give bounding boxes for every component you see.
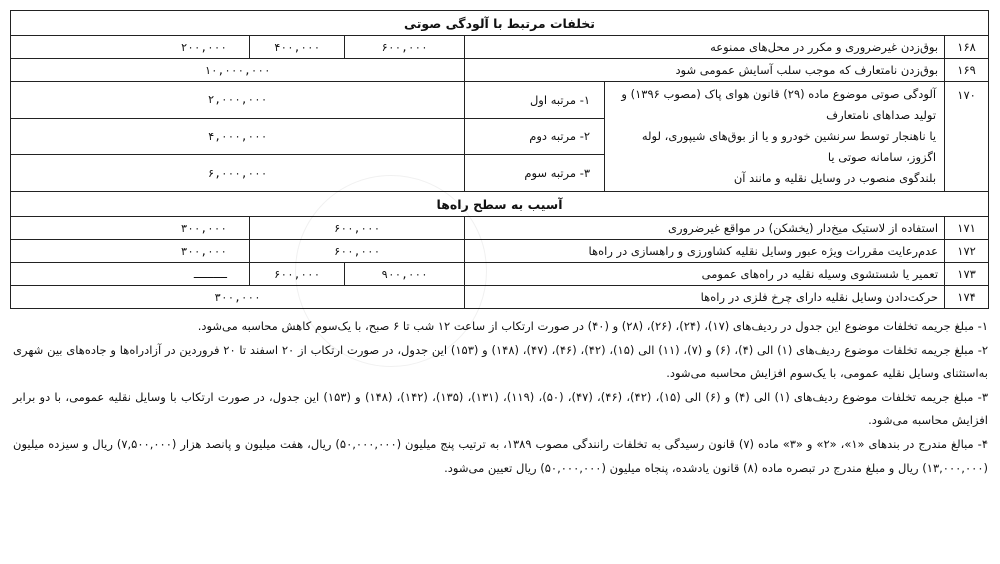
description-line: بلندگوی منصوب در وسایل نقلیه و مانند آن bbox=[733, 171, 937, 185]
description-line: آلودگی صوتی موضوع ماده (۲۹) قانون هوای پاک (مصوب ۱۳۹۶) و تولید صداهای نامتعارف bbox=[621, 87, 937, 122]
section-title: تخلفات مرتبط با آلودگی صوتی bbox=[11, 11, 989, 36]
fine-amount: ـــــ bbox=[11, 263, 250, 286]
notes-section bbox=[13, 315, 988, 480]
row-description: بوق‌زدن غیرضروری و مکرر در محل‌های ممنوعه bbox=[465, 36, 945, 59]
table-row bbox=[11, 286, 989, 309]
row-number: ۱۷۴ bbox=[945, 286, 989, 309]
offense-level: ۱- مرتبه اول bbox=[465, 82, 605, 119]
table-row bbox=[11, 36, 989, 59]
fine-amount: ۴,۰۰۰,۰۰۰ bbox=[11, 118, 465, 155]
fine-amount: ۶۰۰,۰۰۰ bbox=[250, 217, 465, 240]
fine-amount: ۱۰,۰۰۰,۰۰۰ bbox=[11, 59, 465, 82]
table-row bbox=[11, 217, 989, 240]
row-description: حرکت‌دادن وسایل نقلیه دارای چرخ فلزی در راه‌ها bbox=[465, 286, 945, 309]
row-description: تعمیر یا شستشوی وسیله نقلیه در راه‌های عمومی bbox=[465, 263, 945, 286]
table-row bbox=[11, 59, 989, 82]
table-row bbox=[11, 240, 989, 263]
fine-amount: ۶,۰۰۰,۰۰۰ bbox=[11, 155, 465, 192]
fine-amount: ۶۰۰,۰۰۰ bbox=[345, 36, 465, 59]
section-header-noise bbox=[11, 11, 989, 36]
fine-amount: ۶۰۰,۰۰۰ bbox=[250, 240, 465, 263]
table-row bbox=[11, 263, 989, 286]
offense-level: ۲- مرتبه دوم bbox=[465, 118, 605, 155]
row-number: ۱۷۲ bbox=[945, 240, 989, 263]
section-header-road bbox=[11, 192, 989, 217]
fines-table bbox=[10, 10, 989, 309]
fine-amount: ۴۰۰,۰۰۰ bbox=[250, 36, 345, 59]
row-number: ۱۷۱ bbox=[945, 217, 989, 240]
description-line: یا ناهنجار توسط سرنشین خودرو و یا از بوق‌های شیپوری، لوله اگزوز، سامانه صوتی یا bbox=[641, 129, 937, 164]
fine-amount: ۲,۰۰۰,۰۰۰ bbox=[11, 82, 465, 119]
offense-level: ۳- مرتبه سوم bbox=[465, 155, 605, 192]
fine-amount: ۳۰۰,۰۰۰ bbox=[11, 240, 250, 263]
note-paragraph: ۳- مبلغ جریمه تخلفات موضوع ردیف‌های (۱) الی (۴) و (۶) الی (۱۵)، (۴۲)، (۴۶)، (۴۷)، (۵۰)، (۱۱۹)، (۱۳۱)، (۱۳۵)، (۱۴۲)، (۱۴۸) و (۱۵۳) این جدول، در صورت ارتکاب با وسایل نقلیه عمومی، با دو برابر افزایش محاسبه می‌شود. bbox=[13, 389, 989, 428]
table-row bbox=[11, 82, 989, 119]
row-number: ۱۶۹ bbox=[945, 59, 989, 82]
note-paragraph: ۲- مبلغ جریمه تخلفات موضوع ردیف‌های (۱) الی (۴)، (۶) و (۷)، (۱۱) الی (۱۵)، (۴۲)، (۴۶)، (۴۷)، (۱۴۸) و (۱۵۳) این جدول، در صورت ارتکاب از ۲۰ اسفند تا ۲۰ فروردین در آزادراه‌ها و جاده‌های بین شهری به‌استثنای وسایل نقلیه عمومی، با یک‌سوم افزایش محاسبه می‌شود. bbox=[13, 342, 989, 381]
row-description: استفاده از لاستیک میخ‌دار (یخشکن) در مواقع غیرضروری bbox=[465, 217, 945, 240]
fine-amount: ۳۰۰,۰۰۰ bbox=[11, 217, 250, 240]
row-description bbox=[605, 82, 945, 192]
fine-amount: ۹۰۰,۰۰۰ bbox=[345, 263, 465, 286]
fine-amount: ۶۰۰,۰۰۰ bbox=[250, 263, 345, 286]
fine-amount: ۳۰۰,۰۰۰ bbox=[11, 286, 465, 309]
row-description: عدم‌رعایت مقررات ویژه عبور وسایل نقلیه کشاورزی و راهسازی در راه‌ها bbox=[465, 240, 945, 263]
row-number: ۱۷۰ bbox=[945, 82, 989, 192]
row-number: ۱۷۳ bbox=[945, 263, 989, 286]
note-paragraph: ۴- مبالغ مندرج در بندهای «۱»، «۲» و «۳» ماده (۷) قانون رسیدگی به تخلفات رانندگی مصوب ۱۳۸۹، به ترتیب پنج میلیون (۵۰,۰۰۰,۰۰۰) ریال، هفت میلیون و پانصد هزار (۷,۵۰۰,۰۰۰) ریال و سیزده میلیون (۱۳,۰۰۰,۰۰۰) ریال و مبلغ مندرج در تبصره ماده (۸) قانون یادشده، پنجاه میلیون (۵۰,۰۰۰,۰۰۰) ریال تعیین می‌شود. bbox=[13, 436, 988, 475]
row-number: ۱۶۸ bbox=[945, 36, 989, 59]
note-paragraph: ۱- مبلغ جریمه تخلفات موضوع این جدول در ردیف‌های (۱۷)، (۲۴)، (۲۶)، (۲۸) و (۴۰) در صورت ارتکاب از ساعت ۱۲ شب تا ۶ صبح، با یک‌سوم کاهش محاسبه می‌شود. bbox=[197, 319, 988, 333]
row-description: بوق‌زدن نامتعارف که موجب سلب آسایش عمومی شود bbox=[465, 59, 945, 82]
fine-amount: ۲۰۰,۰۰۰ bbox=[11, 36, 250, 59]
section-title: آسیب به سطح راه‌ها bbox=[11, 192, 989, 217]
